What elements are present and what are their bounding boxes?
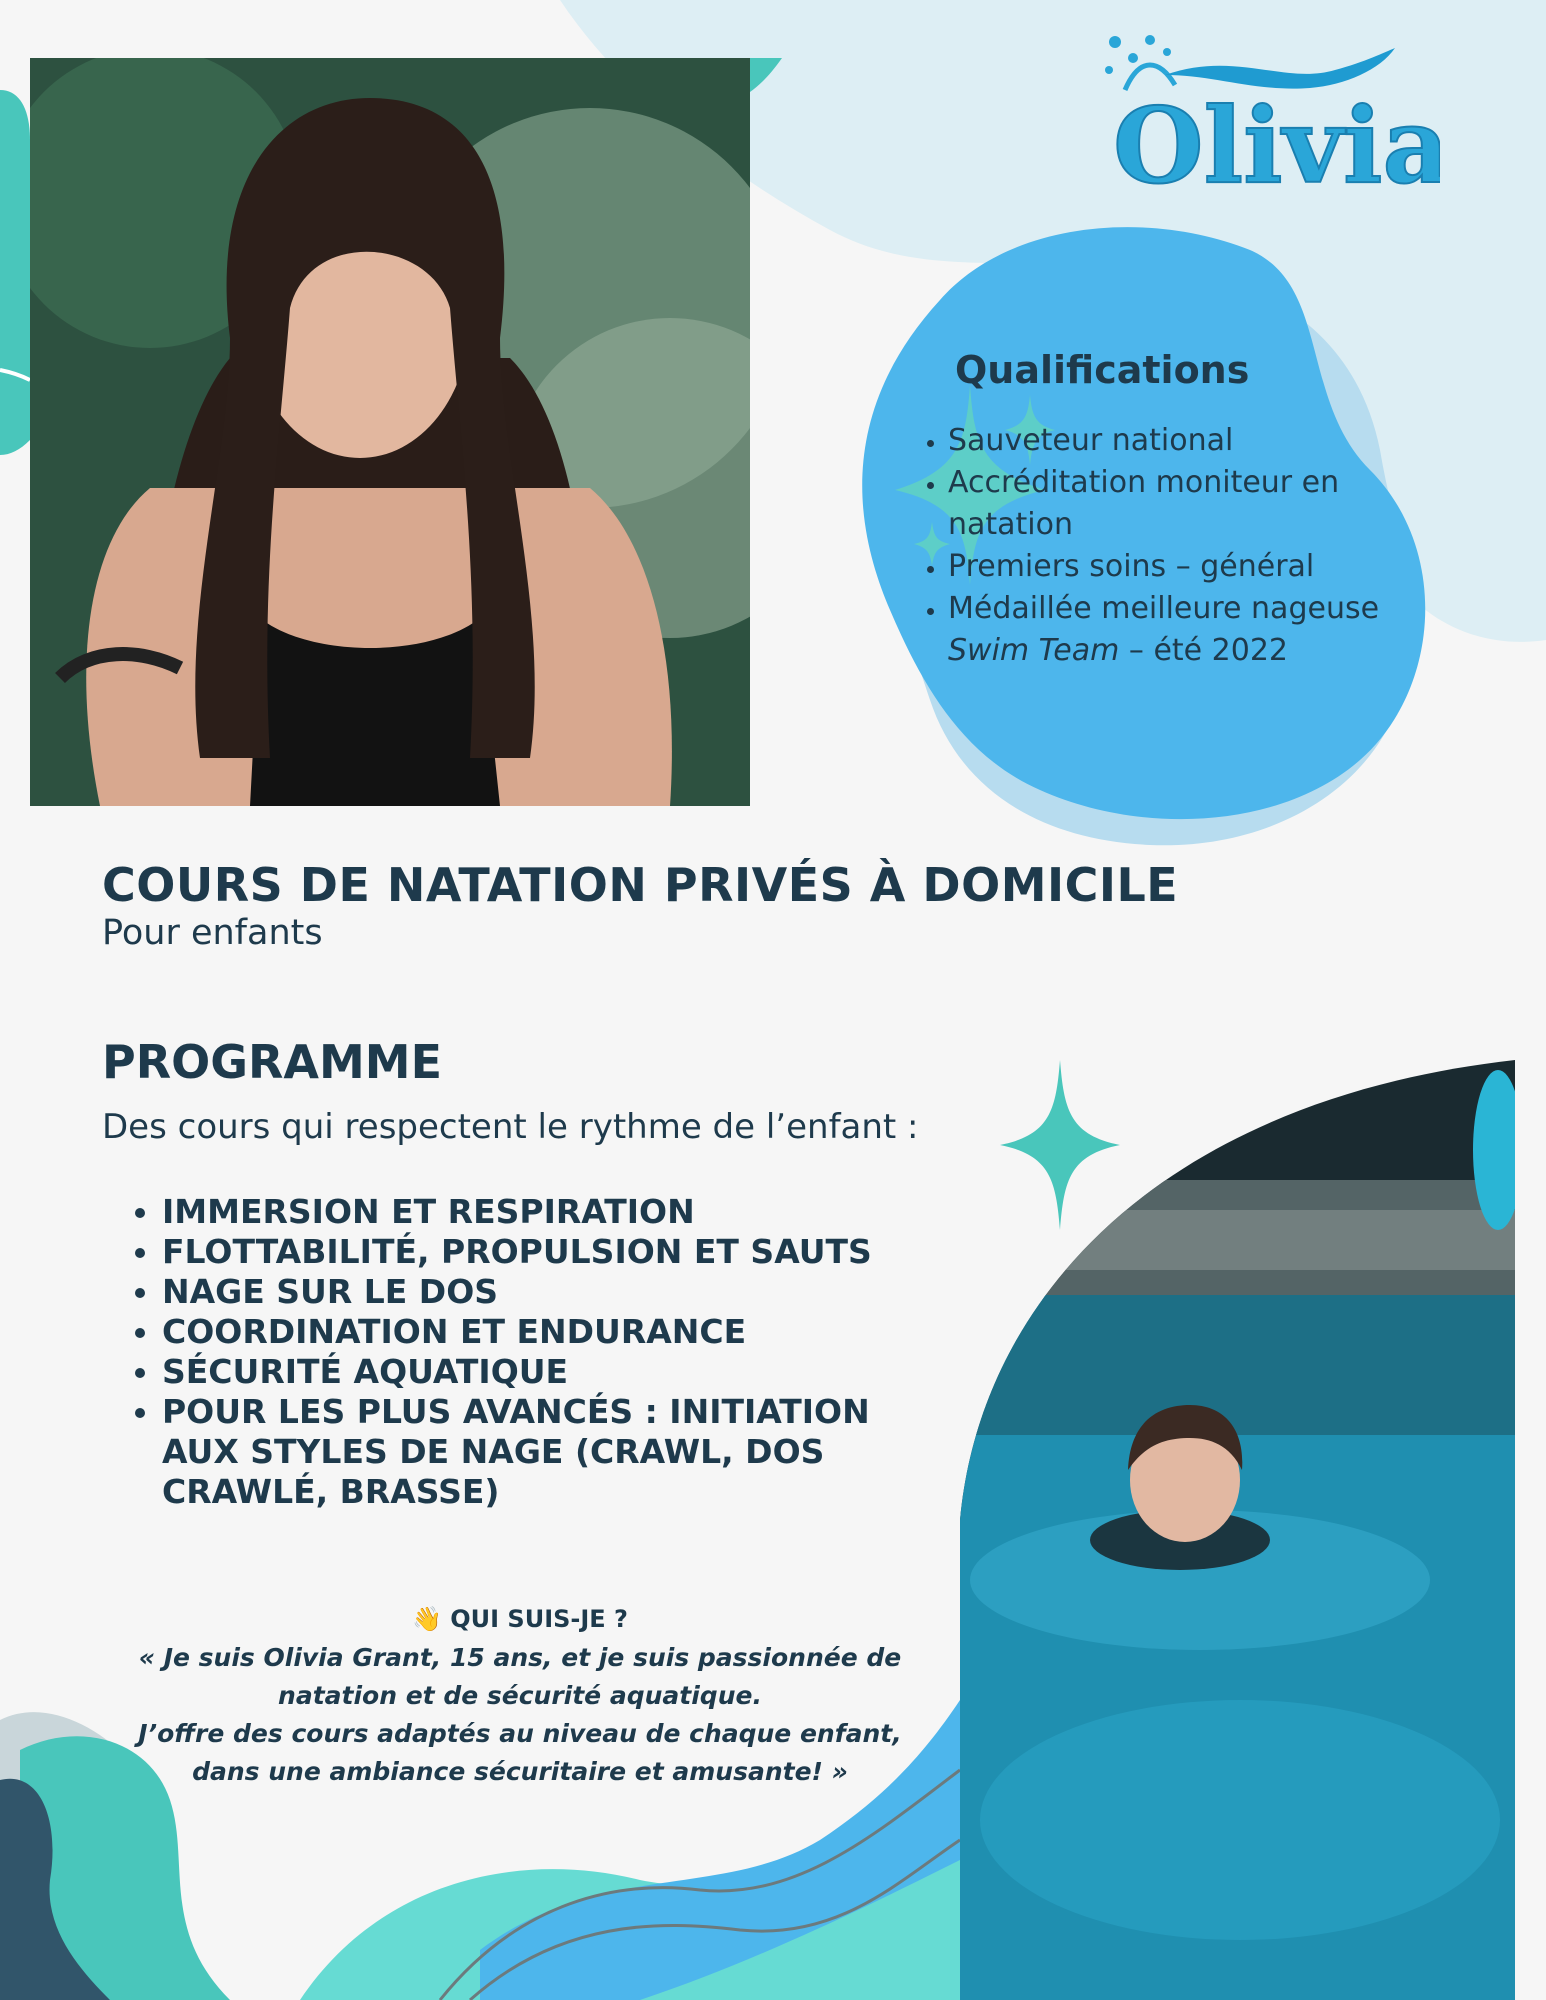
qualifications-title: Qualifications (955, 348, 1250, 392)
programme-item: • IMMERSION ET RESPIRATION (162, 1192, 982, 1232)
qualifications-list (908, 420, 1448, 672)
pool-photo (960, 1060, 1515, 2000)
programme-title: PROGRAMME (102, 1035, 442, 1089)
logo-text: Olivia (1113, 84, 1440, 200)
about-quote-line: dans une ambiance sécuritaire et amusante! » (192, 1757, 848, 1786)
page-title: COURS DE NATATION PRIVÉS À DOMICILE (102, 858, 1179, 912)
portrait-photo (30, 58, 750, 806)
qualification-italic: Swim Team (948, 633, 1120, 668)
programme-intro: Des cours qui respectent le rythme de l’enfant : (102, 1107, 919, 1147)
qualification-item: • Premiers soins – général (948, 546, 1448, 588)
about-title: QUI SUIS-JE ? (450, 1605, 628, 1633)
waving-hand-icon: 👋 (412, 1605, 442, 1633)
qualification-text: Médaillée meilleure nageuse (948, 591, 1380, 626)
qualification-item (948, 588, 1448, 672)
qualification-text-after: – été 2022 (1128, 633, 1289, 668)
about-section (100, 1605, 940, 1791)
about-quote-line: « Je suis Olivia Grant, 15 ans, et je suis passionnée de (138, 1643, 902, 1672)
about-heading (100, 1605, 940, 1633)
programme-list (120, 1192, 982, 1512)
qualification-item: • Accréditation moniteur en natation (948, 462, 1448, 546)
about-quote-line: J’offre des cours adaptés au niveau de chaque enfant, (138, 1719, 902, 1748)
programme-item: • FLOTTABILITÉ, PROPULSION ET SAUTS (162, 1232, 982, 1272)
programme-item: • POUR LES PLUS AVANCÉS : INITIATION AUX STYLES DE NAGE (CRAWL, DOS CRAWLÉ, BRASSE) (162, 1392, 882, 1512)
left-teal-strip (0, 90, 30, 455)
programme-item: • SÉCURITÉ AQUATIQUE (162, 1352, 982, 1392)
qualification-item: • Sauveteur national (948, 420, 1448, 462)
about-quote-line: natation et de sécurité aquatique. (278, 1681, 762, 1710)
page-subtitle: Pour enfants (102, 913, 323, 953)
brand-logo (1095, 30, 1440, 200)
programme-item: • NAGE SUR LE DOS (162, 1272, 982, 1312)
programme-item: • COORDINATION ET ENDURANCE (162, 1312, 982, 1352)
